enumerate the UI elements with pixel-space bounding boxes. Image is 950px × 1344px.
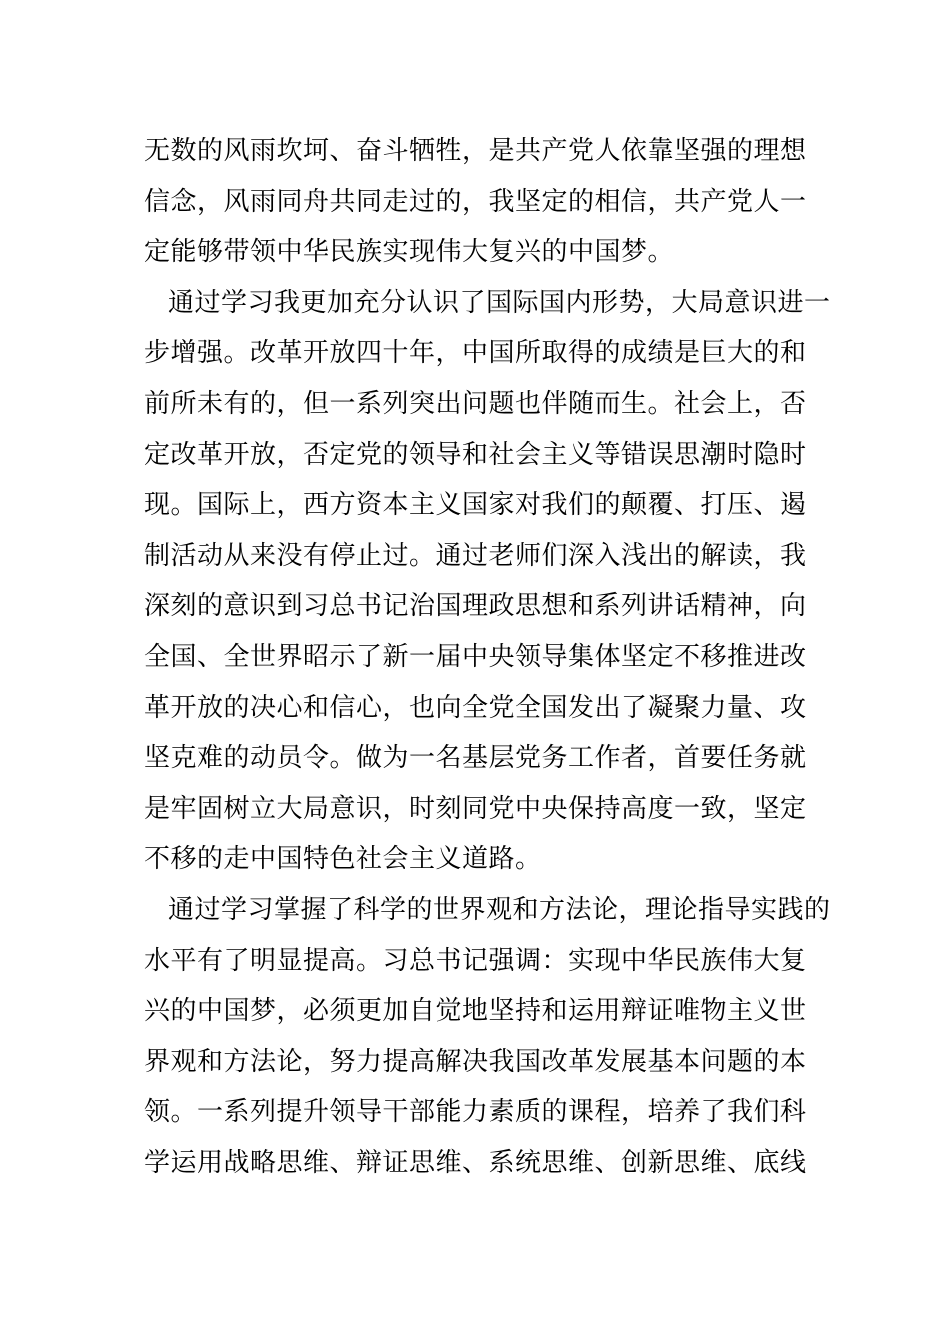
text-line: 学运用战略思维、辩证思维、系统思维、创新思维、底线 <box>144 1147 807 1178</box>
document-page <box>144 126 831 1188</box>
paragraph-2 <box>144 278 831 885</box>
text-line: 全国、全世界昭示了新一届中央领导集体坚定不移推进改 <box>144 641 807 672</box>
text-line: 深刻的意识到习总书记治国理政思想和系列讲话精神，向 <box>144 591 807 622</box>
text-line: 步增强。改革开放四十年，中国所取得的成绩是巨大的和 <box>144 338 807 369</box>
text-line: 水平有了明显提高。习总书记强调：实现中华民族伟大复 <box>144 945 807 976</box>
text-line: 是牢固树立大局意识，时刻同党中央保持高度一致，坚定 <box>144 793 807 824</box>
text-line: 无数的风雨坎坷、奋斗牺牲，是共产党人依靠坚强的理想 <box>144 136 807 166</box>
text-line: 通过学习我更加充分认识了国际国内形势，大局意识进一 <box>168 287 831 318</box>
text-line: 领。一系列提升领导干部能力素质的课程，培养了我们科 <box>144 1097 807 1128</box>
paragraph-1 <box>144 126 814 278</box>
text-line: 界观和方法论，努力提高解决我国改革发展基本问题的本 <box>144 1046 807 1077</box>
text-line: 不移的走中国特色社会主义道路。 <box>144 844 542 875</box>
text-line: 革开放的决心和信心，也向全党全国发出了凝聚力量、攻 <box>144 692 807 723</box>
text-line: 现。国际上，西方资本主义国家对我们的颠覆、打压、遏 <box>144 490 807 521</box>
text-line: 前所未有的，但一系列突出问题也伴随而生。社会上，否 <box>144 388 807 419</box>
text-line: 坚克难的动员令。做为一名基层党务工作者，首要任务就 <box>144 743 807 774</box>
text-line: 定能够带领中华民族实现伟大复兴的中国梦。 <box>144 237 675 268</box>
text-line: 制活动从来没有停止过。通过老师们深入浅出的解读，我 <box>144 540 807 571</box>
paragraph-3 <box>144 885 831 1189</box>
text-line: 定改革开放，否定党的领导和社会主义等错误思潮时隐时 <box>144 439 807 470</box>
text-line: 信念，风雨同舟共同走过的，我坚定的相信，共产党人一 <box>144 186 807 217</box>
text-line: 兴的中国梦，必须更加自觉地坚持和运用辩证唯物主义世 <box>144 996 807 1027</box>
text-line: 通过学习掌握了科学的世界观和方法论，理论指导实践的 <box>168 894 831 925</box>
